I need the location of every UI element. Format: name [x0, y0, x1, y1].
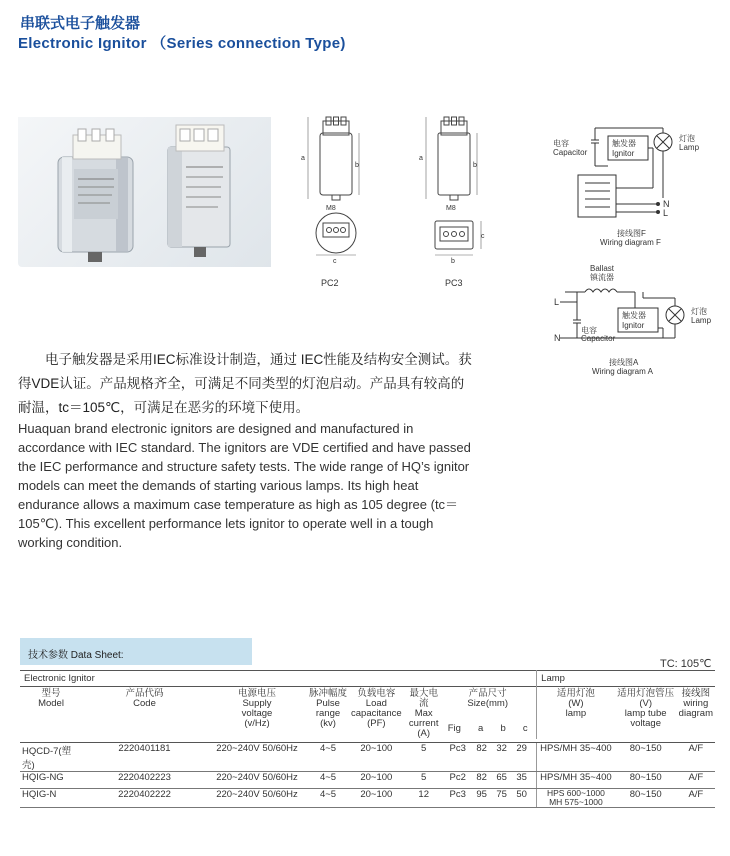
diagram-f-capacitor-en: Capacitor — [553, 148, 588, 157]
cell-wiring: A/F — [677, 771, 715, 788]
diagram-f-caption-cn: 接线图F — [617, 229, 646, 238]
cell-b: 75 — [492, 788, 512, 807]
cell-load: 20~100 — [349, 742, 404, 771]
pc2-label: PC2 — [321, 278, 339, 288]
cell-lamp-line1: HPS 600~1000 — [546, 787, 605, 798]
hdr-current-cn: 最大电流 — [409, 688, 438, 709]
hdr-pulse-en3: (kv) — [320, 718, 336, 729]
cell-current: 5 — [404, 771, 444, 788]
group-left-label: Electronic Ignitor — [24, 673, 95, 684]
hdr-load-en3: (PF) — [367, 718, 386, 729]
hdr-wiring-en2: diagram — [678, 708, 713, 719]
dimension-drawings — [295, 115, 505, 295]
diagram-a-ballast-en: Ballast — [590, 264, 615, 273]
cell-pulse: 4~5 — [307, 771, 349, 788]
diagram-f-lamp-cn: 灯泡 — [679, 134, 695, 143]
description-en: Huaquan brand electronic ignitors are designed and manufactured in accordance with IEC standard. The ignitors are VDE certified and have passed the IEC performance and structure safety tests. The wide range of HQ’s ignitor models can meet the demands of starting various lamps. Its high heat endurance allows a maximum case temperature as high as 105 degree (tc＝105℃). This excellent performance lets ignitor to operate well in a tough working condition. — [18, 421, 471, 550]
hdr-voltage-cn: 电源电压 — [237, 688, 276, 699]
hdr-load-en1: Load — [365, 698, 387, 709]
cell-code: 2220402222 — [82, 788, 207, 807]
diagram-a-ignitor-en: Ignitor — [622, 321, 645, 330]
diagram-a-ignitor-cn: 触发器 — [622, 311, 646, 320]
cell-model: HQCD-7(塑壳) — [20, 742, 82, 771]
diagram-f-caption-en: Wiring diagram F — [600, 238, 661, 247]
hdr-current-en1: Max — [414, 708, 433, 719]
cell-a: 82 — [472, 771, 492, 788]
cell-wiring: A/F — [677, 788, 715, 807]
cell-tube: 80~150 — [615, 742, 677, 771]
datasheet-bar: 技术参数 Data Sheet: — [20, 638, 252, 665]
cell-voltage: 220~240V 50/60Hz — [207, 742, 307, 771]
pc3-m8: M8 — [446, 205, 456, 212]
pc2-dim-b: b — [355, 162, 359, 169]
diagram-f-capacitor-cn: 电容 — [553, 139, 569, 148]
cell-model: HQIG-NG — [20, 771, 82, 788]
table-row — [20, 788, 715, 807]
pc2-dim-a: a — [301, 155, 305, 162]
page-title-cn: 串联式电子触发器 — [20, 15, 141, 32]
hdr-b: b — [500, 723, 506, 734]
cell-lamp: HPS/MH 35~400 — [537, 771, 615, 788]
diagram-f-l: L — [663, 208, 669, 218]
cell-tube: 80~150 — [615, 771, 677, 788]
cell-fig: Pc3 — [444, 788, 472, 807]
hdr-wiring-en1: wiring — [683, 698, 709, 709]
cell-voltage: 220~240V 50/60Hz — [207, 788, 307, 807]
hdr-current-en3: (A) — [417, 728, 431, 739]
hdr-tube-en3: voltage — [630, 718, 661, 729]
cell-voltage: 220~240V 50/60Hz — [207, 771, 307, 788]
hdr-lamp-cn: 适用灯泡 — [556, 688, 595, 699]
diagram-f-ignitor-cn: 触发器 — [612, 139, 636, 148]
wiring-diagram-a — [545, 260, 720, 380]
cell-c: 35 — [512, 771, 532, 788]
hdr-model-en: Model — [38, 698, 64, 709]
tc-value: TC: 105℃ — [660, 658, 712, 670]
pc3-dim-a: a — [419, 155, 423, 162]
diagram-f-ignitor-en: Ignitor — [612, 149, 635, 158]
hdr-pulse-en2: range — [315, 708, 341, 719]
diagram-a-lamp-cn: 灯泡 — [691, 307, 707, 316]
diagram-a-lamp-en: Lamp — [691, 316, 712, 325]
pc3-dim-b: b — [473, 162, 477, 169]
hdr-current-en2: current — [408, 718, 439, 729]
hdr-lamp-en1: (W) — [568, 698, 584, 709]
hdr-model-cn: 型号 — [41, 688, 61, 699]
cell-lamp-line2: MH 575~1000 — [549, 796, 603, 807]
product-photo — [18, 117, 271, 267]
pc3-dim-b2: b — [451, 258, 455, 265]
hdr-size-cn: 产品尺寸 — [468, 688, 507, 699]
cell-current: 12 — [404, 788, 444, 807]
cell-model: HQIG-N — [20, 788, 82, 807]
hdr-pulse-en1: Pulse — [316, 698, 340, 709]
pc2-dim-c: c — [333, 258, 337, 265]
hdr-fig: Fig — [447, 723, 461, 734]
table-row — [20, 742, 715, 771]
diagram-a-l: L — [554, 297, 560, 307]
diagram-f-lamp-en: Lamp — [679, 143, 700, 152]
cell-tube: 80~150 — [615, 788, 677, 807]
table-row — [20, 771, 715, 788]
cell-c: 50 — [512, 788, 532, 807]
hdr-tube-cn: 适用灯泡管压 — [617, 688, 675, 699]
cell-load: 20~100 — [349, 788, 404, 807]
pc3-label: PC3 — [445, 278, 463, 288]
cell-c: 29 — [512, 742, 532, 771]
cell-b: 65 — [492, 771, 512, 788]
spec-table — [20, 670, 715, 808]
hdr-wiring-cn: 接线图 — [681, 688, 711, 699]
description-cn: 电子触发器是采用IEC标准设计制造，通过 IEC性能及结构安全测试。获得VDE认证。产品规格齐全，可满足不同类型的灯泡启动。产品具有较高的耐温，tc＝105℃，可满足在恶劣的环境下使用。 — [18, 352, 472, 415]
cell-pulse: 4~5 — [307, 742, 349, 771]
cell-fig: Pc2 — [444, 771, 472, 788]
page-title-en: Electronic Ignitor （Series connection Type) — [18, 35, 346, 52]
cell-fig: Pc3 — [444, 742, 472, 771]
cell-wiring: A/F — [677, 742, 715, 771]
group-right-label: Lamp — [537, 671, 715, 687]
diagram-a-capacitor-cn: 电容 — [581, 326, 597, 335]
diagram-a-caption-en: Wiring diagram A — [592, 367, 653, 376]
cell-lamp: HPS/MH 35~400 — [537, 742, 615, 771]
pc3-dim-c: c — [481, 233, 485, 240]
hdr-c: c — [522, 723, 528, 734]
wiring-diagram-f — [545, 118, 720, 253]
hdr-load-en2: capacitance — [351, 708, 402, 719]
cell-current: 5 — [404, 742, 444, 771]
diagram-a-ballast-cn: 镇流器 — [590, 273, 614, 282]
hdr-a: a — [478, 723, 484, 734]
hdr-code-en: Code — [133, 698, 156, 709]
diagram-f-n: N — [663, 199, 670, 209]
cell-b: 32 — [492, 742, 512, 771]
cell-a: 82 — [472, 742, 492, 771]
hdr-size-en: Size(mm) — [467, 698, 508, 709]
hdr-voltage-en1: Supply — [242, 698, 272, 709]
cell-a: 95 — [472, 788, 492, 807]
hdr-code-cn: 产品代码 — [125, 688, 164, 699]
cell-pulse: 4~5 — [307, 788, 349, 807]
cell-load: 20~100 — [349, 771, 404, 788]
cell-code: 2220401181 — [82, 742, 207, 771]
hdr-tube-en1: (V) — [639, 698, 652, 709]
diagram-a-n: N — [554, 333, 561, 343]
cell-code: 2220402223 — [82, 771, 207, 788]
hdr-load-cn: 负载电容 — [357, 688, 396, 699]
hdr-pulse-cn: 脉冲幅度 — [309, 688, 348, 699]
hdr-lamp-en2: lamp — [565, 708, 587, 719]
pc2-m8: M8 — [326, 205, 336, 212]
hdr-voltage-en3: (v/Hz) — [244, 718, 270, 729]
hdr-tube-en2: lamp tube — [624, 708, 667, 719]
diagram-a-capacitor-en: Capacitor — [581, 334, 616, 343]
hdr-voltage-en2: voltage — [241, 708, 273, 719]
diagram-a-caption-cn: 接线图A — [609, 358, 639, 367]
